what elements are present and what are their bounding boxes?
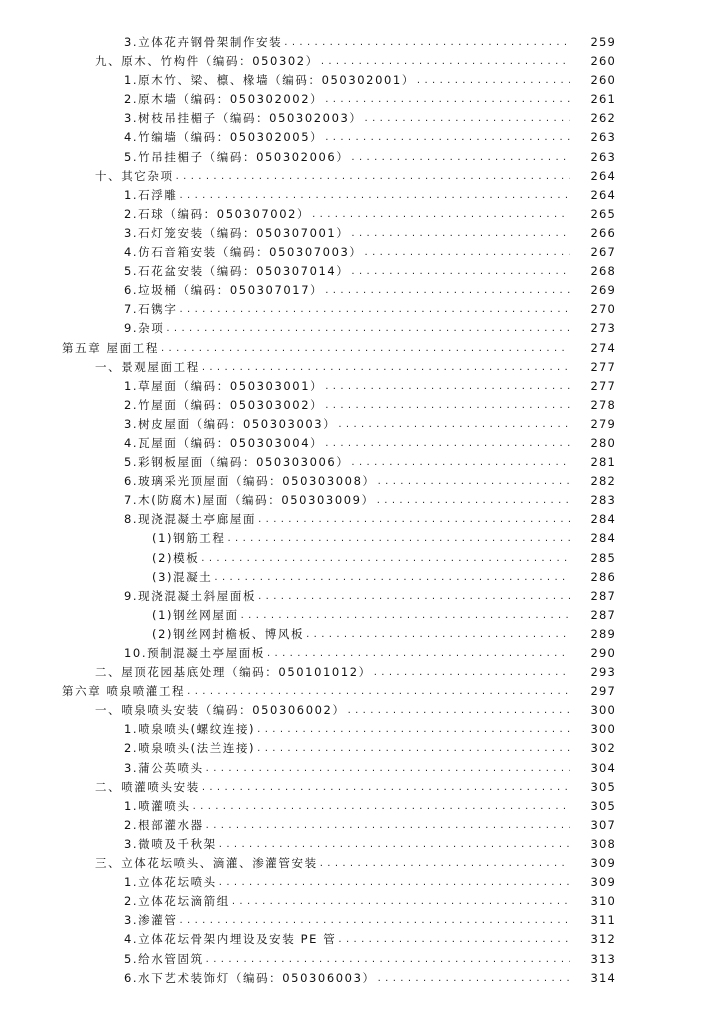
- toc-entry-label: 6.玻璃采光顶屋面（编码：050303008）: [124, 474, 376, 489]
- dot-leader: [321, 52, 570, 71]
- toc-page-number: 290: [590, 646, 616, 660]
- dot-leader: [267, 644, 570, 663]
- table-of-contents: [0, 33, 724, 988]
- toc-page-number: 284: [590, 512, 616, 527]
- toc-page-number: 265: [590, 206, 616, 221]
- toc-entry-label: 2.根部灌水器: [124, 817, 204, 832]
- toc-entry-label: 6.水下艺术装饰灯（编码：050306003）: [124, 970, 376, 985]
- toc-entry-label: 5.石花盆安装（编码：050307014）: [124, 264, 350, 279]
- dot-leader: [377, 491, 570, 510]
- dot-leader: [258, 587, 570, 606]
- toc-entry-row: [0, 90, 724, 109]
- toc-entry-row: [0, 510, 724, 529]
- toc-page-number: 263: [590, 130, 616, 145]
- toc-page-number: 264: [590, 187, 616, 202]
- toc-entry-row: [0, 892, 724, 911]
- dot-leader: [325, 281, 570, 300]
- toc-page-number: 297: [590, 684, 616, 699]
- toc-entry-row: [0, 281, 724, 300]
- dot-leader: [179, 300, 570, 319]
- toc-entry-label: 7.木(防腐木)屋面（编码：050303009）: [124, 493, 375, 508]
- toc-entry-row: [0, 434, 724, 453]
- toc-entry-row: [0, 606, 724, 625]
- toc-page-number: 289: [590, 626, 616, 641]
- dot-leader: [338, 930, 570, 949]
- toc-page-number: 283: [590, 493, 616, 508]
- toc-entry-label: 4.仿石音箱安装（编码：050307003）: [124, 245, 363, 260]
- toc-entry-label: 4.立体花坛骨架内埋设及安装 PE 管: [124, 932, 337, 947]
- dot-leader: [325, 396, 570, 415]
- toc-entry-label: 3.树皮屋面（编码：050303003）: [124, 416, 337, 431]
- toc-page-number: 300: [590, 703, 616, 718]
- toc-entry-row: [0, 472, 724, 491]
- toc-entry-row: [0, 52, 724, 71]
- toc-entry-label: 三、立体花坛喷头、滴灌、渗灌管安装: [95, 856, 318, 871]
- toc-entry-row: [0, 300, 724, 319]
- toc-page-number: 274: [590, 340, 616, 355]
- dot-leader: [378, 472, 570, 491]
- dot-leader: [306, 625, 570, 644]
- dot-leader: [312, 205, 570, 224]
- toc-entry-label: 8.现浇混凝土亭廊屋面: [124, 512, 257, 527]
- toc-entry-label: 1.原木竹、梁、檩、椽墙（编码：050302001）: [124, 73, 415, 88]
- dot-leader: [201, 549, 570, 568]
- toc-entry-row: [0, 377, 724, 396]
- toc-entry-row: [0, 587, 724, 606]
- toc-page-number: 269: [590, 283, 616, 298]
- toc-entry-row: [0, 873, 724, 892]
- dot-leader: [176, 167, 570, 186]
- toc-entry-label: 3.立体花卉钢骨架制作安装: [124, 35, 283, 49]
- toc-page-number: 263: [590, 149, 616, 164]
- toc-entry-row: [0, 739, 724, 758]
- toc-entry-label: 1.石浮雕: [124, 187, 178, 202]
- toc-entry-row: [0, 224, 724, 243]
- dot-leader: [161, 339, 570, 358]
- toc-entry-row: [0, 71, 724, 90]
- dot-leader: [228, 529, 571, 548]
- dot-leader: [166, 319, 570, 338]
- toc-page-number: 264: [590, 168, 616, 183]
- dot-leader: [257, 739, 570, 758]
- toc-entry-row: [0, 243, 724, 262]
- toc-entry-row: [0, 128, 724, 147]
- toc-page-number: 312: [590, 932, 616, 947]
- toc-entry-label: (3)混凝土: [152, 569, 213, 584]
- toc-entry-label: 4.瓦屋面（编码：050303004）: [124, 435, 324, 450]
- dot-leader: [348, 701, 570, 720]
- toc-entry-row: [0, 930, 724, 949]
- dot-leader: [325, 128, 570, 147]
- dot-leader: [338, 415, 570, 434]
- toc-entry-row: [0, 969, 724, 988]
- dot-leader: [320, 854, 570, 873]
- toc-page-number: 305: [590, 798, 616, 813]
- dot-leader: [374, 663, 570, 682]
- toc-entry-row: [0, 167, 724, 186]
- toc-page-number: 259: [590, 35, 616, 49]
- toc-entry-label: (1)钢筋工程: [152, 531, 226, 546]
- dot-leader: [325, 377, 570, 396]
- dot-leader: [206, 816, 570, 835]
- toc-entry-label: 2.立体花坛滴箭组: [124, 894, 230, 909]
- toc-entry-row: [0, 262, 724, 281]
- dot-leader: [241, 606, 570, 625]
- toc-entry-row: [0, 358, 724, 377]
- toc-entry-row: [0, 663, 724, 682]
- toc-page-number: 287: [590, 588, 616, 603]
- toc-entry-label: (2)模板: [152, 550, 200, 565]
- toc-entry-row: [0, 396, 724, 415]
- dot-leader: [219, 873, 570, 892]
- toc-entry-row: [0, 415, 724, 434]
- toc-entry-label: 九、原木、竹构件（编码：050302）: [95, 54, 319, 69]
- toc-entry-row: [0, 778, 724, 797]
- toc-entry-label: 第六章 喷泉喷灌工程: [62, 684, 186, 699]
- toc-entry-row: [0, 644, 724, 663]
- toc-entry-row: [0, 453, 724, 472]
- toc-page-number: 284: [590, 531, 616, 546]
- toc-page-number: 273: [590, 321, 616, 336]
- toc-entry-label: 5.竹吊挂楣子（编码：050302006）: [124, 149, 350, 164]
- toc-entry-label: 3.渗灌管: [124, 913, 178, 928]
- toc-page-number: 260: [590, 54, 616, 69]
- toc-entry-row: [0, 319, 724, 338]
- toc-entry-row: [0, 549, 724, 568]
- dot-leader: [351, 453, 570, 472]
- dot-leader: [258, 510, 570, 529]
- toc-page-number: 282: [590, 474, 616, 489]
- dot-leader: [193, 797, 570, 816]
- toc-entry-label: 十、其它杂项: [95, 168, 174, 183]
- toc-entry-label: 3.蒲公英喷头: [124, 760, 204, 775]
- toc-entry-row: [0, 186, 724, 205]
- dot-leader: [351, 262, 570, 281]
- toc-entry-row: [0, 148, 724, 167]
- toc-entry-label: 3.石灯笼安装（编码：050307001）: [124, 225, 350, 240]
- toc-page-number: 261: [590, 92, 616, 107]
- toc-entry-label: 9.杂项: [124, 321, 165, 336]
- dot-leader: [417, 71, 570, 90]
- toc-entry-row: [0, 33, 724, 52]
- dot-leader: [179, 186, 570, 205]
- toc-page-number: 279: [590, 416, 616, 431]
- toc-entry-row: [0, 701, 724, 720]
- toc-entry-label: 10.预制混凝土亭屋面板: [124, 646, 265, 660]
- dot-leader: [365, 243, 570, 262]
- toc-page-number: 313: [590, 951, 616, 966]
- toc-chapter-row: [0, 339, 724, 358]
- toc-entry-row: [0, 491, 724, 510]
- toc-entry-row: [0, 835, 724, 854]
- toc-entry-label: 3.树枝吊挂楣子（编码：050302003）: [124, 111, 363, 126]
- toc-page-number: 286: [590, 569, 616, 584]
- toc-page-number: 302: [590, 741, 616, 756]
- toc-page-number: 307: [590, 817, 616, 832]
- toc-entry-row: [0, 568, 724, 587]
- toc-entry-label: (1)钢丝网屋面: [152, 607, 239, 622]
- toc-page-number: 310: [590, 894, 616, 909]
- toc-entry-label: 二、喷灌喷头安装: [95, 779, 200, 794]
- toc-entry-row: [0, 109, 724, 128]
- dot-leader: [378, 969, 570, 988]
- dot-leader: [187, 682, 570, 701]
- toc-entry-label: 2.原木墙（编码：050302002）: [124, 92, 324, 107]
- toc-page-number: 285: [590, 550, 616, 565]
- dot-leader: [214, 568, 570, 587]
- dot-leader: [232, 892, 570, 911]
- toc-page-number: 267: [590, 245, 616, 260]
- dot-leader: [284, 33, 570, 52]
- toc-entry-label: 3.微喷及千秋架: [124, 836, 217, 851]
- toc-entry-label: 1.喷灌喷头: [124, 798, 191, 813]
- toc-page-number: 262: [590, 111, 616, 126]
- toc-entry-label: 9.现浇混凝土斜屋面板: [124, 588, 257, 603]
- toc-page-number: 270: [590, 302, 616, 317]
- toc-page-number: 309: [590, 875, 616, 890]
- toc-entry-label: 7.石镌字: [124, 302, 178, 317]
- toc-entry-label: 5.给水管固筑: [124, 951, 204, 966]
- toc-page-number: 314: [590, 970, 616, 985]
- toc-entry-label: 1.喷泉喷头(螺纹连接): [124, 722, 256, 737]
- dot-leader: [365, 109, 570, 128]
- toc-entry-row: [0, 759, 724, 778]
- toc-entry-row: [0, 911, 724, 930]
- dot-leader: [206, 759, 570, 778]
- toc-page-number: 308: [590, 836, 616, 851]
- toc-page-number: 311: [590, 913, 616, 928]
- toc-page-number: 300: [590, 722, 616, 737]
- dot-leader: [351, 148, 570, 167]
- toc-entry-label: 一、喷泉喷头安装（编码：050306002）: [95, 703, 346, 718]
- toc-page-number: 305: [590, 779, 616, 794]
- toc-page-number: 309: [590, 856, 616, 871]
- dot-leader: [206, 950, 570, 969]
- dot-leader: [257, 720, 570, 739]
- toc-page-number: 268: [590, 264, 616, 279]
- toc-entry-label: 5.彩钢板屋面（编码：050303006）: [124, 455, 350, 470]
- toc-entry-label: 6.垃圾桶（编码：050307017）: [124, 283, 324, 298]
- toc-entry-row: [0, 797, 724, 816]
- toc-entry-label: (2)钢丝网封檐板、博风板: [152, 626, 305, 641]
- toc-entry-label: 2.竹屋面（编码：050303002）: [124, 397, 324, 412]
- dot-leader: [325, 434, 570, 453]
- toc-entry-row: [0, 205, 724, 224]
- toc-page-number: 277: [590, 359, 616, 374]
- toc-entry-row: [0, 854, 724, 873]
- toc-entry-label: 1.立体花坛喷头: [124, 875, 217, 890]
- toc-entry-label: 2.喷泉喷头(法兰连接): [124, 741, 256, 756]
- toc-page-number: 293: [590, 665, 616, 680]
- toc-entry-label: 一、景观屋面工程: [95, 359, 200, 374]
- toc-entry-label: 二、屋顶花园基底处理（编码：050101012）: [95, 665, 372, 680]
- toc-entry-label: 4.竹编墙（编码：050302005）: [124, 130, 324, 145]
- toc-chapter-row: [0, 682, 724, 701]
- toc-page-number: 260: [590, 73, 616, 88]
- toc-entry-row: [0, 950, 724, 969]
- toc-entry-label: 1.草屋面（编码：050303001）: [124, 378, 324, 393]
- toc-page-number: 287: [590, 607, 616, 622]
- dot-leader: [219, 835, 570, 854]
- toc-page-number: 266: [590, 225, 616, 240]
- toc-page-number: 304: [590, 760, 616, 775]
- dot-leader: [325, 90, 570, 109]
- toc-page-number: 280: [590, 435, 616, 450]
- toc-page-number: 277: [590, 378, 616, 393]
- toc-entry-label: 2.石球（编码：050307002）: [124, 206, 311, 221]
- toc-entry-row: [0, 720, 724, 739]
- toc-entry-row: [0, 529, 724, 548]
- toc-entry-label: 第五章 屋面工程: [62, 340, 159, 355]
- toc-page-number: 281: [590, 455, 616, 470]
- dot-leader: [202, 358, 570, 377]
- dot-leader: [202, 778, 570, 797]
- dot-leader: [351, 224, 570, 243]
- toc-entry-row: [0, 625, 724, 644]
- toc-entry-row: [0, 816, 724, 835]
- toc-page-number: 278: [590, 397, 616, 412]
- dot-leader: [179, 911, 570, 930]
